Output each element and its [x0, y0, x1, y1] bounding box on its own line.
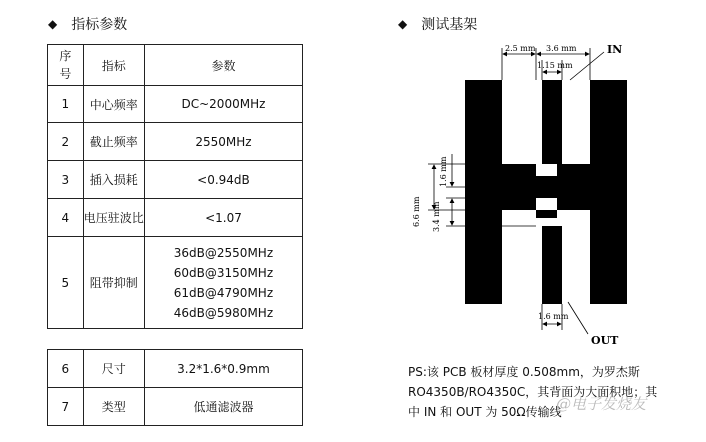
row-value: DC~2000MHz [144, 86, 302, 123]
row-no: 7 [48, 388, 84, 426]
row-no: 2 [48, 123, 84, 161]
fixture-heading-text: 测试基架 [421, 17, 478, 33]
spec-heading [48, 14, 127, 34]
dim-3-4: 3.4 mm [432, 201, 441, 232]
table-row [48, 86, 303, 123]
row-value: 低通滤波器 [144, 388, 302, 426]
dim-6-6: 6.6 mm [412, 196, 421, 227]
dim-2-5: 2.5 mm [505, 44, 536, 53]
dim-1-6-left: 1.6 mm [439, 156, 448, 187]
row-item: 插入损耗 [83, 161, 144, 199]
pcb-body [465, 80, 627, 304]
row-item: 类型 [83, 388, 144, 426]
table-row [48, 199, 303, 237]
test-fixture-diagram [408, 40, 638, 350]
spec-heading-text: 指标参数 [71, 17, 128, 33]
table-row [48, 388, 303, 426]
out-trace [542, 226, 562, 304]
row-value: <0.94dB [144, 161, 302, 199]
header-param: 参数 [144, 45, 302, 86]
table-row [48, 123, 303, 161]
out-label: OUT [591, 334, 619, 347]
rejection-value: 60dB@3150MHz [173, 265, 274, 280]
table-row [48, 161, 303, 199]
diamond-bullet-icon: ◆ [48, 17, 58, 31]
in-label: IN [607, 43, 623, 56]
row-no: 4 [48, 199, 84, 237]
in-trace [542, 80, 562, 164]
rejection-value: 46dB@5980MHz [173, 305, 274, 320]
row-item: 中心频率 [83, 86, 144, 123]
fixture-heading [398, 14, 477, 34]
row-no: 3 [48, 161, 84, 199]
rejection-value: 36dB@2550MHz [173, 245, 274, 260]
row-value: 3.2*1.6*0.9mm [144, 350, 302, 388]
ps-note [408, 362, 698, 422]
dim-1-15: 1.15 mm [537, 61, 573, 70]
table-row [48, 350, 303, 388]
row-value: <1.07 [144, 199, 302, 237]
row-no: 6 [48, 350, 84, 388]
spec-table-2 [47, 349, 303, 426]
rejection-value: 61dB@4790MHz [173, 285, 274, 300]
table-row [48, 237, 303, 329]
row-item: 截止频率 [83, 123, 144, 161]
dim-1-6-bottom: 1.6 mm [538, 312, 569, 321]
row-value [144, 237, 302, 329]
row-item: 阻带抑制 [83, 237, 144, 329]
diamond-bullet-icon: ◆ [398, 17, 408, 31]
header-no: 序号 [48, 45, 84, 86]
row-no: 5 [48, 237, 84, 329]
watermark-logo: @电子发烧友 [556, 395, 647, 413]
row-item: 尺寸 [83, 350, 144, 388]
row-item: 电压驻波比 [83, 199, 144, 237]
dim-3-6: 3.6 mm [546, 44, 577, 53]
row-no: 1 [48, 86, 84, 123]
header-item: 指标 [83, 45, 144, 86]
table-header-row [48, 45, 303, 86]
spec-table [47, 44, 303, 329]
ps-line: 中 IN 和 OUT 为 50Ω传输线 [408, 405, 562, 419]
row-value: 2550MHz [144, 123, 302, 161]
ps-line: PS:该 PCB 板材厚度 0.508mm，为罗杰斯 [408, 365, 640, 379]
ps-line: RO4350B/RO4350C，其背面为大面积地；其 [408, 385, 658, 399]
